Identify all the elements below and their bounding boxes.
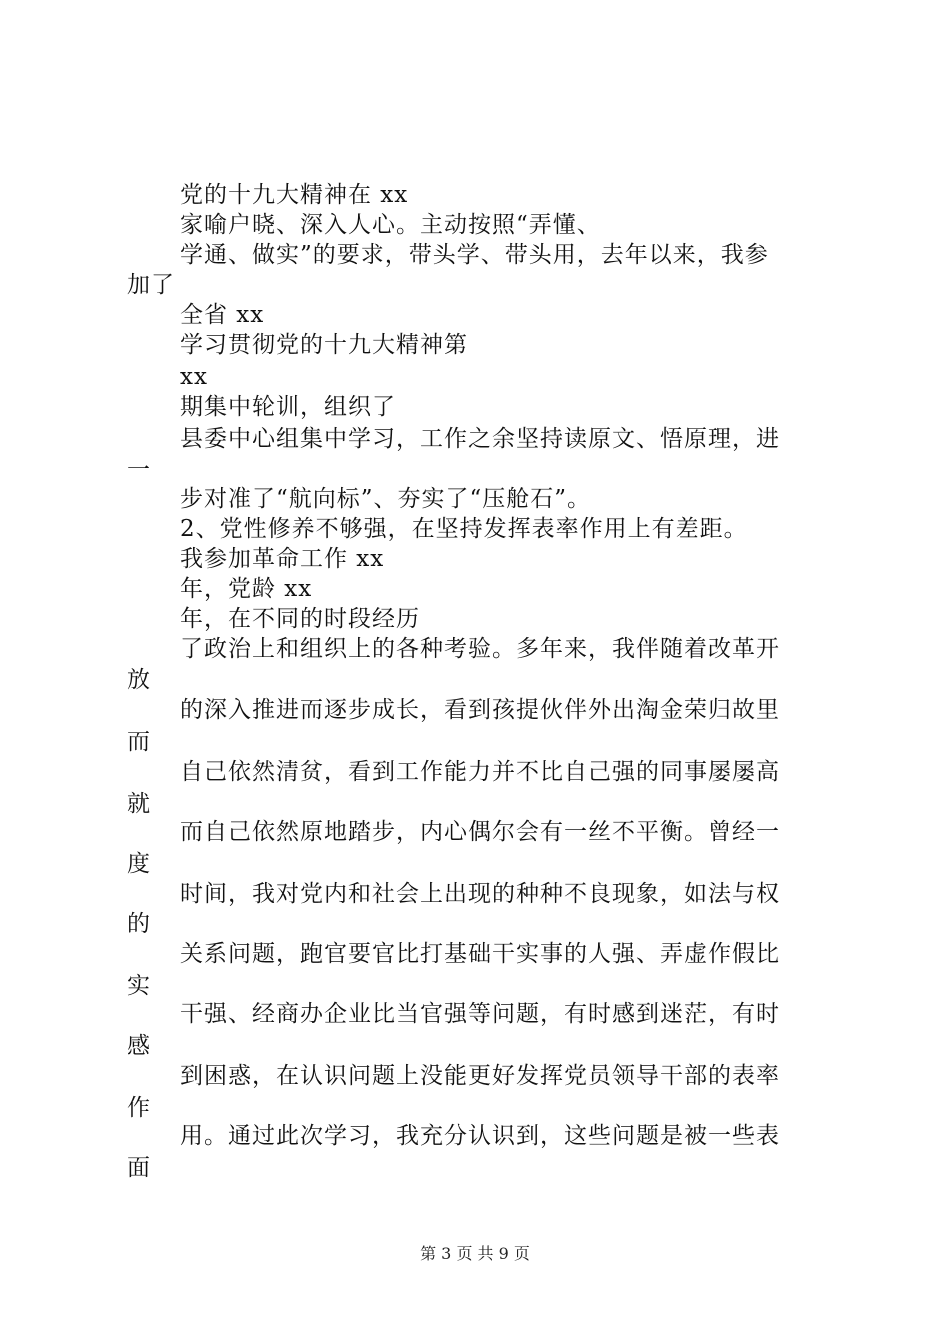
text-line: 用。通过此次学习，我充分认识到，这些问题是被一些表 xyxy=(180,1123,780,1149)
text-line: 期集中轮训，组织了 xyxy=(180,394,396,420)
text-line: 党的十九大精神在 xx xyxy=(180,182,409,208)
text-line: xx xyxy=(180,364,208,390)
text-line: 一 xyxy=(127,457,151,483)
text-line: 面 xyxy=(127,1155,151,1181)
text-line: 步对准了“航向标”、夯实了“压舱石”。 xyxy=(180,486,592,512)
text-line: 2、党性修养不够强，在坚持发挥表率作用上有差距。 xyxy=(180,516,748,542)
text-line: 加了 xyxy=(127,272,175,298)
text-line: 了政治上和组织上的各种考验。多年来，我伴随着改革开 xyxy=(180,636,780,662)
text-line: 家喻户晓、深入人心。主动按照“弄懂、 xyxy=(180,212,601,238)
text-line: 我参加革命工作 xx xyxy=(180,546,385,572)
text-line: 全省 xx xyxy=(180,302,265,328)
text-line: 的深入推进而逐步成长，看到孩提伙伴外出淘金荣归故里 xyxy=(180,697,780,723)
text-line: 学通、做实”的要求，带头学、带头用，去年以来，我参 xyxy=(180,242,769,268)
text-line: 放 xyxy=(127,667,151,693)
text-line: 感 xyxy=(127,1033,151,1059)
text-line: 年，在不同的时段经历 xyxy=(180,606,420,632)
text-line: 学习贯彻党的十九大精神第 xyxy=(180,332,468,358)
text-line: 就 xyxy=(127,791,151,817)
text-line: 实 xyxy=(127,973,151,999)
text-line: 而 xyxy=(127,729,151,755)
text-line: 自己依然清贫，看到工作能力并不比自己强的同事屡屡高 xyxy=(180,759,780,785)
text-line: 县委中心组集中学习，工作之余坚持读原文、悟原理，进 xyxy=(180,426,780,452)
text-line: 关系问题，跑官要官比打基础干实事的人强、弄虚作假比 xyxy=(180,941,780,967)
text-line: 到困惑，在认识问题上没能更好发挥党员领导干部的表率 xyxy=(180,1063,780,1089)
text-line: 的 xyxy=(127,911,151,937)
page-number: 第 3 页 共 9 页 xyxy=(420,1244,530,1263)
text-line: 干强、经商办企业比当官强等问题，有时感到迷茫，有时 xyxy=(180,1001,780,1027)
text-line: 而自己依然原地踏步，内心偶尔会有一丝不平衡。曾经一 xyxy=(180,819,780,845)
text-line: 年，党龄 xx xyxy=(180,576,313,602)
text-line: 时间，我对党内和社会上出现的种种不良现象，如法与权 xyxy=(180,881,780,907)
text-line: 度 xyxy=(127,851,151,877)
text-line: 作 xyxy=(127,1095,151,1121)
